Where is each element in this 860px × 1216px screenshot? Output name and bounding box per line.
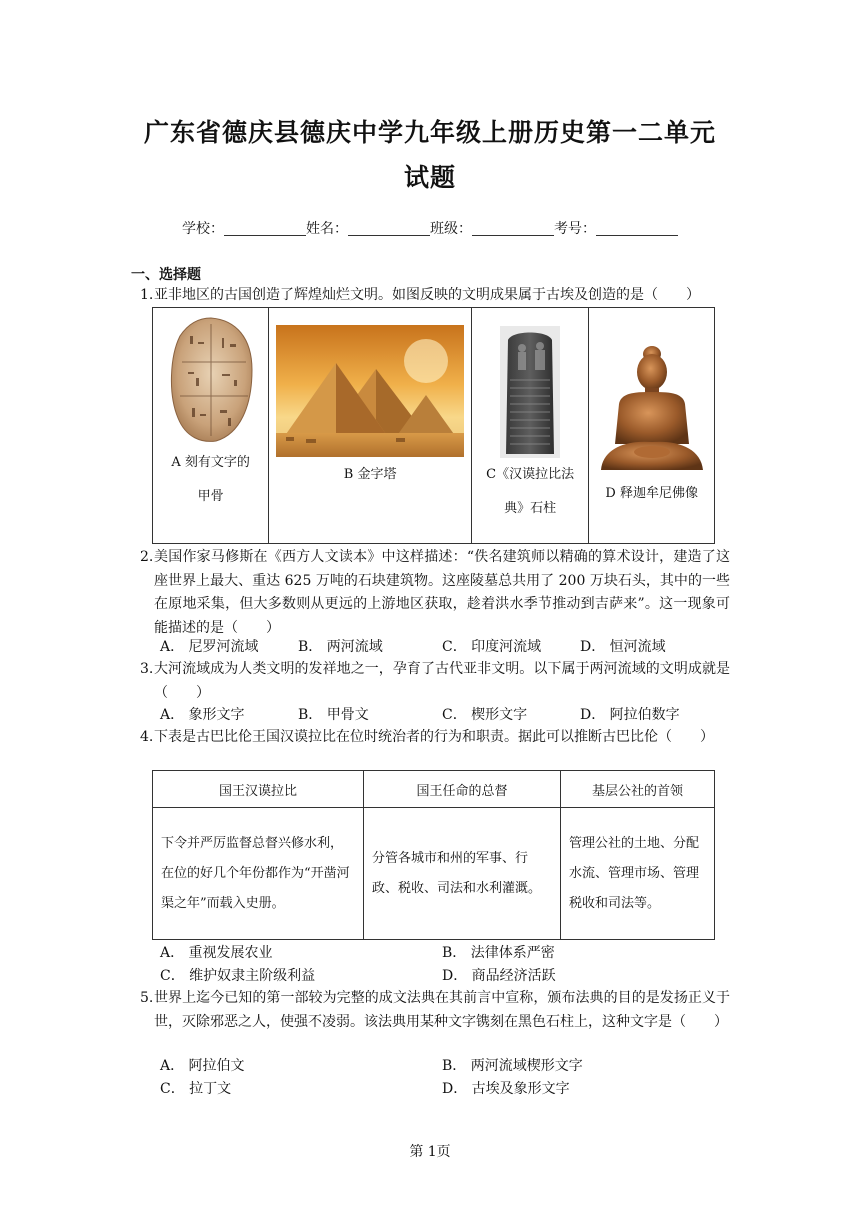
option-cell-a [153, 308, 269, 544]
section-heading: 一、选择题 [131, 267, 201, 283]
option-c[interactable]: C． 印度河流域 [442, 639, 542, 655]
question-2-options [160, 636, 740, 658]
option-b[interactable]: B． 甲骨文 [298, 707, 369, 723]
option-c[interactable]: C． 拉丁文 [160, 1081, 232, 1097]
school-blank [224, 221, 306, 236]
question-5 [140, 987, 730, 1034]
question-text: 亚非地区的古国创造了辉煌灿烂文明。如图反映的文明成果属于古埃及创造的是（ ） [154, 287, 700, 303]
hammurabi-stele-image [500, 326, 560, 458]
option-d[interactable]: D． 恒河流域 [580, 639, 666, 655]
oracle-bone-image [166, 314, 256, 444]
caption-a-line1: A 刻有文字的 [171, 455, 250, 470]
question-4 [140, 726, 730, 750]
question-number: 2. [140, 549, 154, 565]
document-title-line2: 试题 [403, 163, 456, 192]
option-b[interactable]: B． 法律体系严密 [442, 945, 555, 961]
question-number: 1. [140, 287, 154, 303]
document-title-line1: 广东省德庆县德庆中学九年级上册历史第一二单元 [143, 118, 716, 147]
table-cell: 管理公社的土地、分配水流、管理市场、管理税收和司法等。 [561, 808, 715, 940]
option-cell-b [269, 308, 472, 544]
caption-d: D 释迦牟尼佛像 [605, 486, 698, 501]
question-text: 大河流域成为人类文明的发祥地之一，孕育了古代亚非文明。以下属于两河流域的文明成就是（ ） [154, 661, 730, 701]
question-4-options-row2 [160, 965, 740, 987]
student-info-line [0, 218, 860, 238]
class-label: 班级： [430, 221, 472, 237]
table-cell: 下令并严厉监督总督兴修水利，在位的好几个年份都作为“开凿河渠之年”而载入史册。 [153, 808, 364, 940]
question-4-options-row1 [160, 942, 740, 964]
option-d[interactable]: D． 阿拉伯数字 [580, 707, 680, 723]
buddha-statue-image [597, 344, 707, 476]
question-number: 4. [140, 729, 154, 745]
table-row [153, 808, 715, 940]
exam-no-blank [596, 221, 678, 236]
caption-c-line1: C《汉谟拉比法 [486, 467, 575, 482]
question-text: 下表是古巴比伦王国汉谟拉比在位时统治者的行为和职责。据此可以推断古巴比伦（ ） [154, 729, 714, 745]
option-cell-d [589, 308, 715, 544]
option-a[interactable]: A． 重视发展农业 [160, 945, 273, 961]
option-c[interactable]: C． 维护奴隶主阶级利益 [160, 968, 316, 984]
question-5-options-row1 [160, 1055, 740, 1077]
name-blank [348, 221, 430, 236]
table-header-row [153, 771, 715, 808]
exam-no-label: 考号： [554, 221, 596, 237]
option-a[interactable]: A． 象形文字 [160, 707, 245, 723]
name-label: 姓名： [306, 221, 348, 237]
table-header: 国王汉谟拉比 [153, 771, 364, 808]
caption-c-line2: 典》石柱 [504, 501, 557, 516]
caption-a-line2: 甲骨 [197, 489, 224, 504]
data-table [152, 770, 715, 940]
option-c[interactable]: C． 楔形文字 [442, 707, 528, 723]
option-d[interactable]: D． 商品经济活跃 [442, 968, 556, 984]
option-a[interactable]: A． 阿拉伯文 [160, 1058, 245, 1074]
table-header: 国王任命的总督 [364, 771, 561, 808]
caption-b: B 金字塔 [343, 467, 397, 482]
school-label: 学校： [182, 221, 224, 237]
question-text: 美国作家马修斯在《西方人文读本》中这样描述：“佚名建筑师以精确的算术设计，建造了这座世界上最大、重达 625 万吨的石块建筑物。这座陵墓总共用了 200 万块石头，其中的一些在原地采集，但大多数则从更远的上游地区获取，趁着洪水季节推动到吉萨来”。这一现象可能描述的是（ ） [154, 549, 730, 636]
option-b[interactable]: B． 两河流域 [298, 639, 383, 655]
option-d[interactable]: D． 古埃及象形文字 [442, 1081, 570, 1097]
page-number: 第 1页 [409, 1144, 451, 1160]
question-number: 5. [140, 990, 154, 1006]
question-number: 3. [140, 661, 154, 677]
pyramid-image [276, 325, 464, 457]
option-b[interactable]: B． 两河流域楔形文字 [442, 1058, 583, 1074]
table-header: 基层公社的首领 [561, 771, 715, 808]
question-1 [140, 284, 730, 308]
question-text: 世界上迄今已知的第一部较为完整的成文法典在其前言中宣称，颁布法典的目的是发扬正义于世，灭除邪恶之人，使强不凌弱。该法典用某种文字镌刻在黑色石柱上，这种文字是（ ） [154, 990, 730, 1030]
question-2 [140, 546, 730, 640]
question-5-options-row2 [160, 1078, 740, 1100]
question-3 [140, 658, 730, 705]
image-table [152, 307, 715, 544]
option-cell-c [471, 308, 588, 544]
question-3-options [160, 704, 740, 726]
table-cell: 分管各城市和州的军事、行政、税收、司法和水利灌溉。 [364, 808, 561, 940]
class-blank [472, 221, 554, 236]
option-a[interactable]: A． 尼罗河流域 [160, 639, 259, 655]
